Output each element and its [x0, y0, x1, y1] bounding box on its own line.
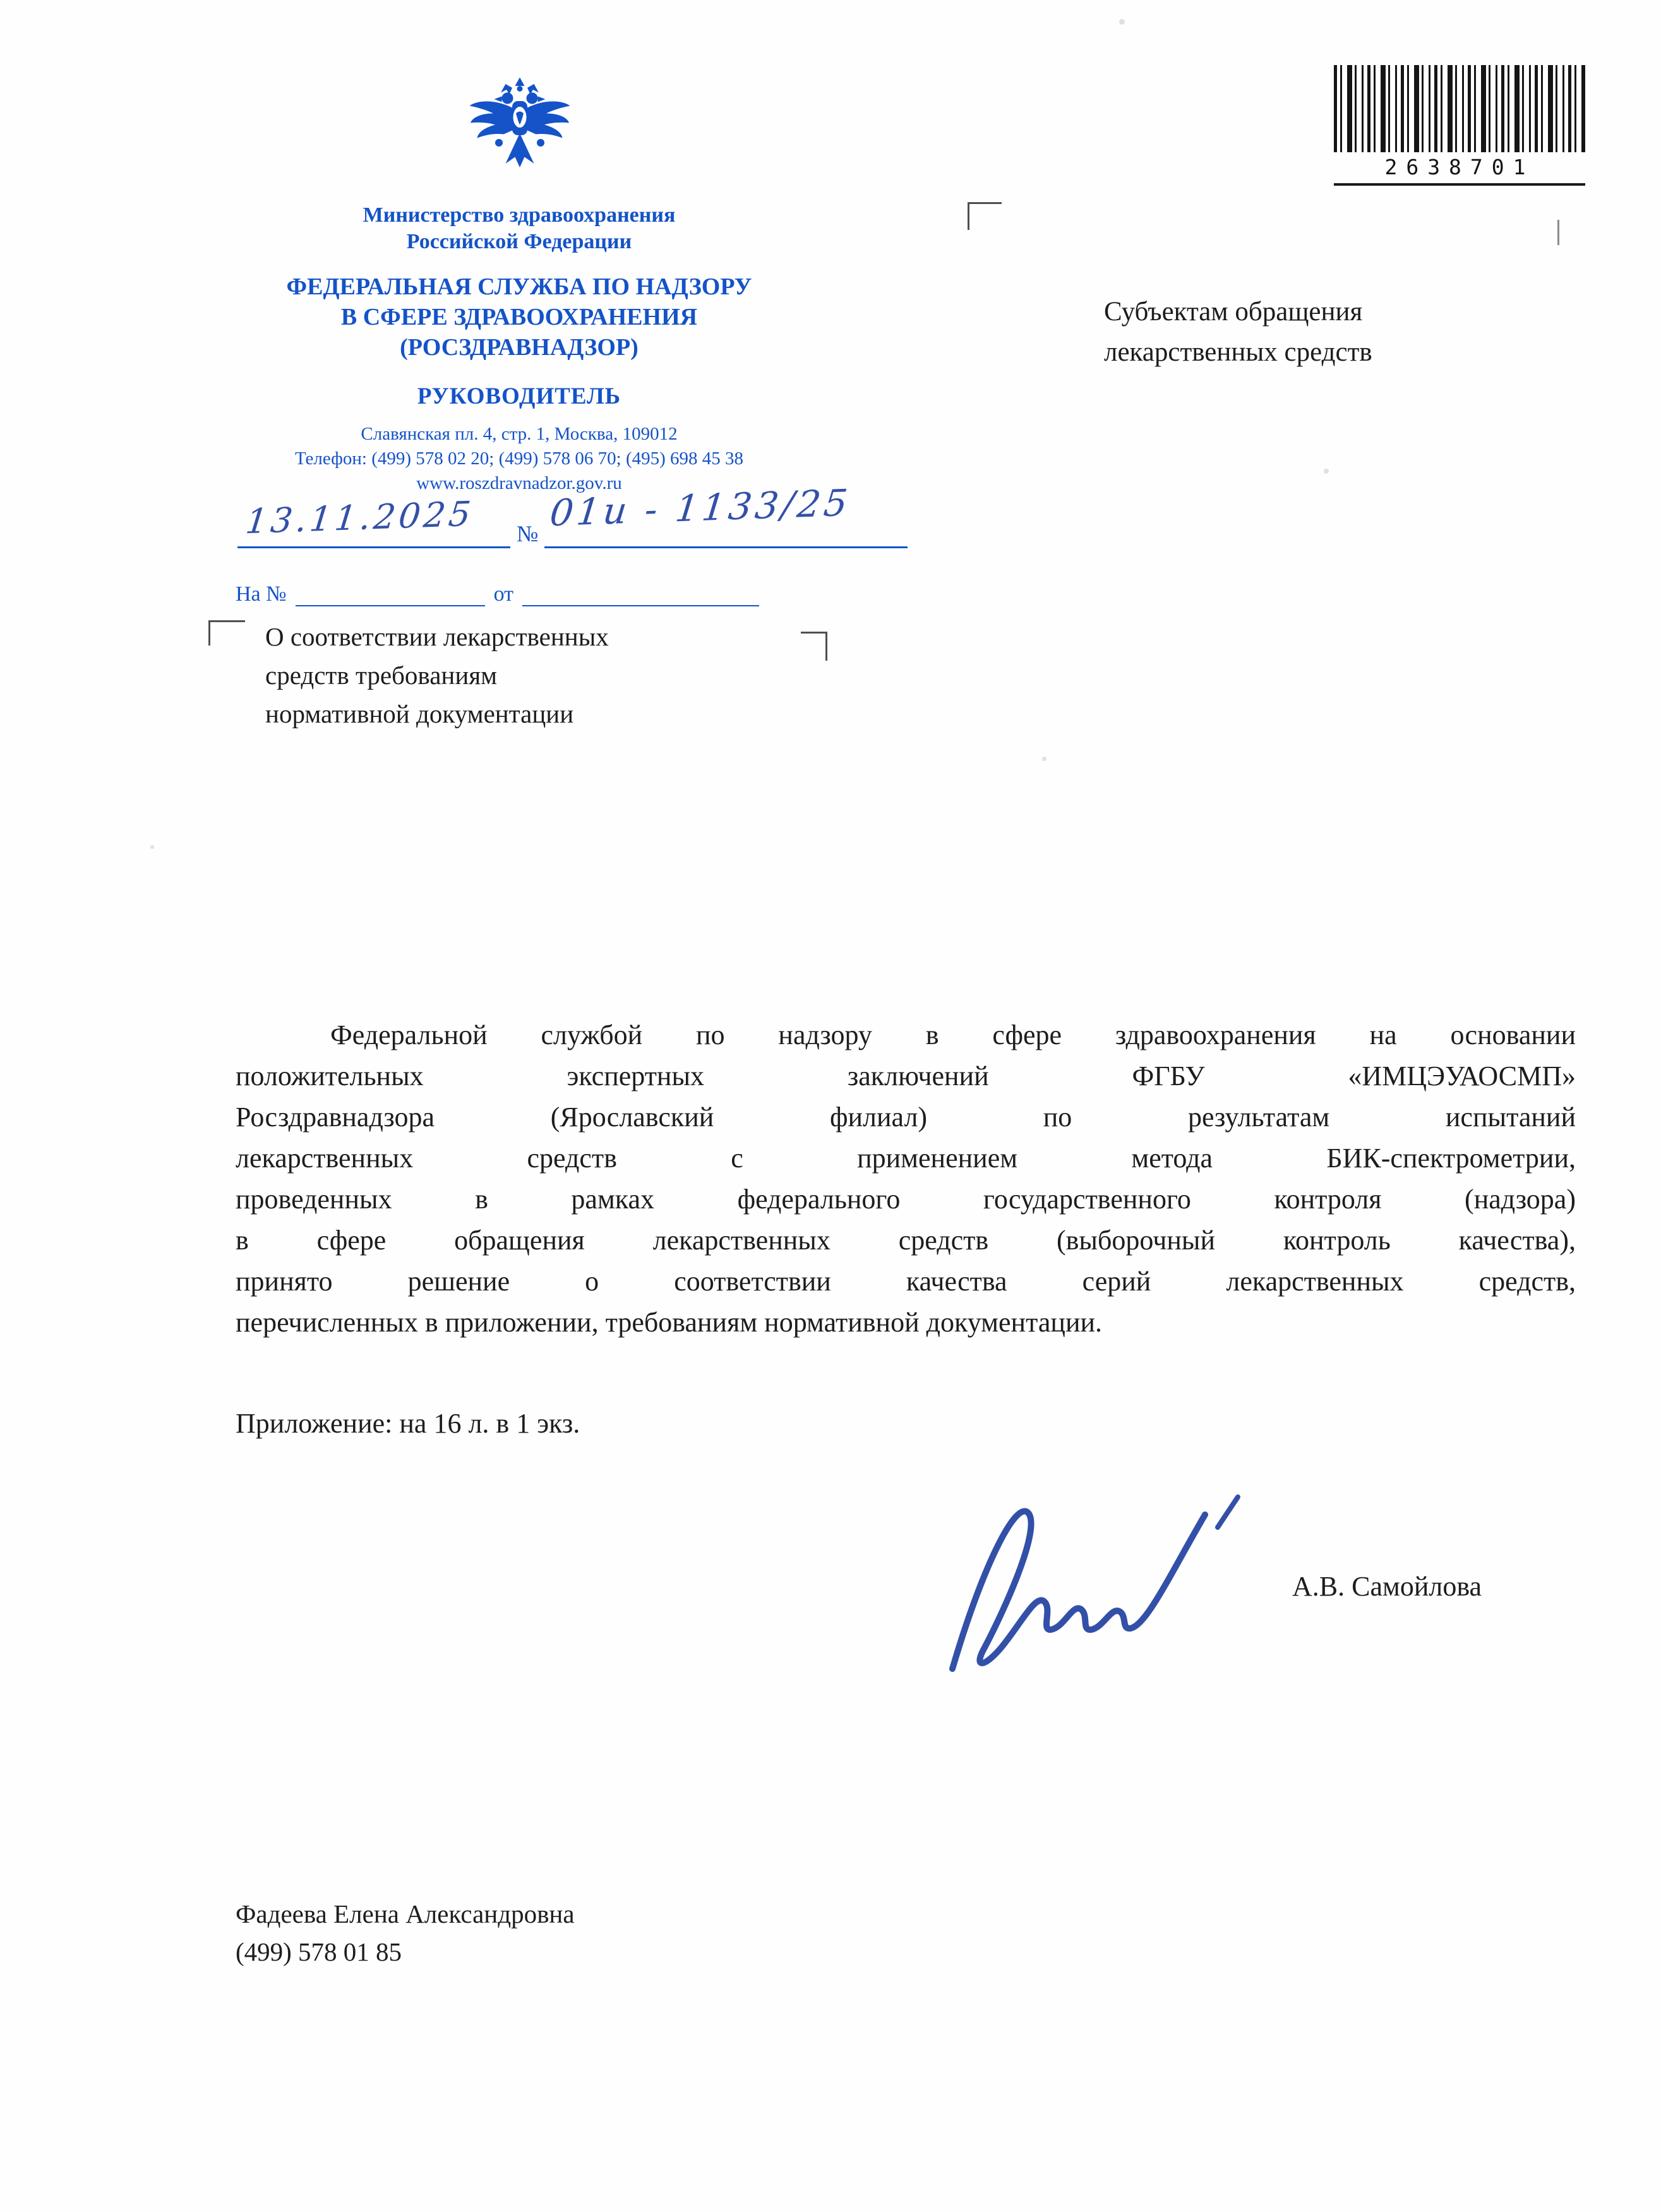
body-line: перечисленных в приложении, требованиям нормативной документации. [236, 1307, 1103, 1338]
body-line: проведенных в рамках федерального государственного контроля (надзора) [236, 1184, 1576, 1215]
body-line: Росздравнадзора (Ярославский филиал) по результатам испытаний [236, 1102, 1576, 1133]
coat-of-arms-emblem [463, 69, 577, 193]
body-paragraph [236, 1014, 1576, 1343]
ministry-name [203, 202, 835, 255]
executor-phone: (499) 578 01 85 [236, 1937, 402, 1966]
website-line: www.roszdravnadzor.gov.ru [416, 473, 622, 493]
executor-name: Фадеева Елена Александровна [236, 1899, 575, 1928]
service-line2: В СФЕРЕ ЗДРАВООХРАНЕНИЯ [340, 304, 698, 330]
address-line: Славянская пл. 4, стр. 1, Москва, 109012 [361, 424, 678, 444]
barcode-number: 2638701 [1334, 155, 1585, 186]
body-line: Федеральной службой по надзору в сфере здравоохранения на основании [330, 1019, 1576, 1050]
service-line3: (РОСЗДРАВНАДЗОР) [400, 334, 639, 361]
attachment-line: Приложение: на 16 л. в 1 экз. [236, 1408, 580, 1439]
incoming-date-blank [522, 579, 759, 606]
scan-speck [1119, 19, 1125, 25]
corner-mark-right-tick [1557, 220, 1559, 245]
subject-block [265, 618, 609, 733]
scan-speck [1042, 757, 1046, 761]
ot-label: от [493, 582, 514, 606]
position-title: РУКОВОДИТЕЛЬ [417, 383, 621, 409]
outgoing-number-field [544, 481, 908, 548]
handwritten-number: 01и - 1133/25 [548, 481, 853, 535]
incoming-reference-row [236, 579, 759, 606]
recipient-block [1104, 292, 1372, 373]
recipient-line1: Субъектам обращения [1104, 297, 1363, 327]
body-line: в сфере обращения лекарственных средств (выборочный контроль качества), [236, 1225, 1576, 1256]
outgoing-date-field [237, 493, 510, 548]
scan-speck [1324, 469, 1329, 474]
recipient-line2: лекарственных средств [1104, 337, 1372, 367]
number-sign: № [517, 521, 539, 546]
handwritten-date: 13.11.2025 [243, 493, 476, 542]
body-line: положительных экспертных заключений ФГБУ «ИМЦЭУАОСМП» [236, 1061, 1576, 1091]
scan-speck [150, 845, 154, 849]
subject-line1: О соответствии лекарственных [265, 622, 609, 651]
subject-line3: нормативной документации [265, 699, 574, 728]
ministry-line1: Министерство здравоохранения [363, 203, 676, 227]
signature-scribble [917, 1477, 1277, 1685]
phones-line: Телефон: (499) 578 02 20; (499) 578 06 70; (495) 698 45 38 [294, 448, 744, 469]
corner-mark-subject-right [801, 632, 827, 661]
service-name [203, 272, 835, 363]
barcode [1334, 65, 1585, 186]
na-no-label: На № [236, 582, 287, 606]
subject-line2: средств требованиям [265, 661, 498, 690]
barcode-bars [1334, 65, 1585, 152]
signatory-name: А.В. Самойлова [1292, 1571, 1482, 1602]
body-line: лекарственных средств с применением метода БИК-спектрометрии, [236, 1143, 1576, 1174]
service-line1: ФЕДЕРАЛЬНАЯ СЛУЖБА ПО НАДЗОРУ [286, 273, 752, 300]
executor-block [236, 1895, 575, 1971]
incoming-number-blank [296, 579, 485, 606]
corner-mark-recipient [968, 202, 1002, 230]
ministry-line2: Российской Федерации [406, 230, 632, 253]
corner-mark-subject-left [208, 620, 245, 646]
body-line: принято решение о соответствии качества серий лекарственных средств, [236, 1266, 1576, 1297]
